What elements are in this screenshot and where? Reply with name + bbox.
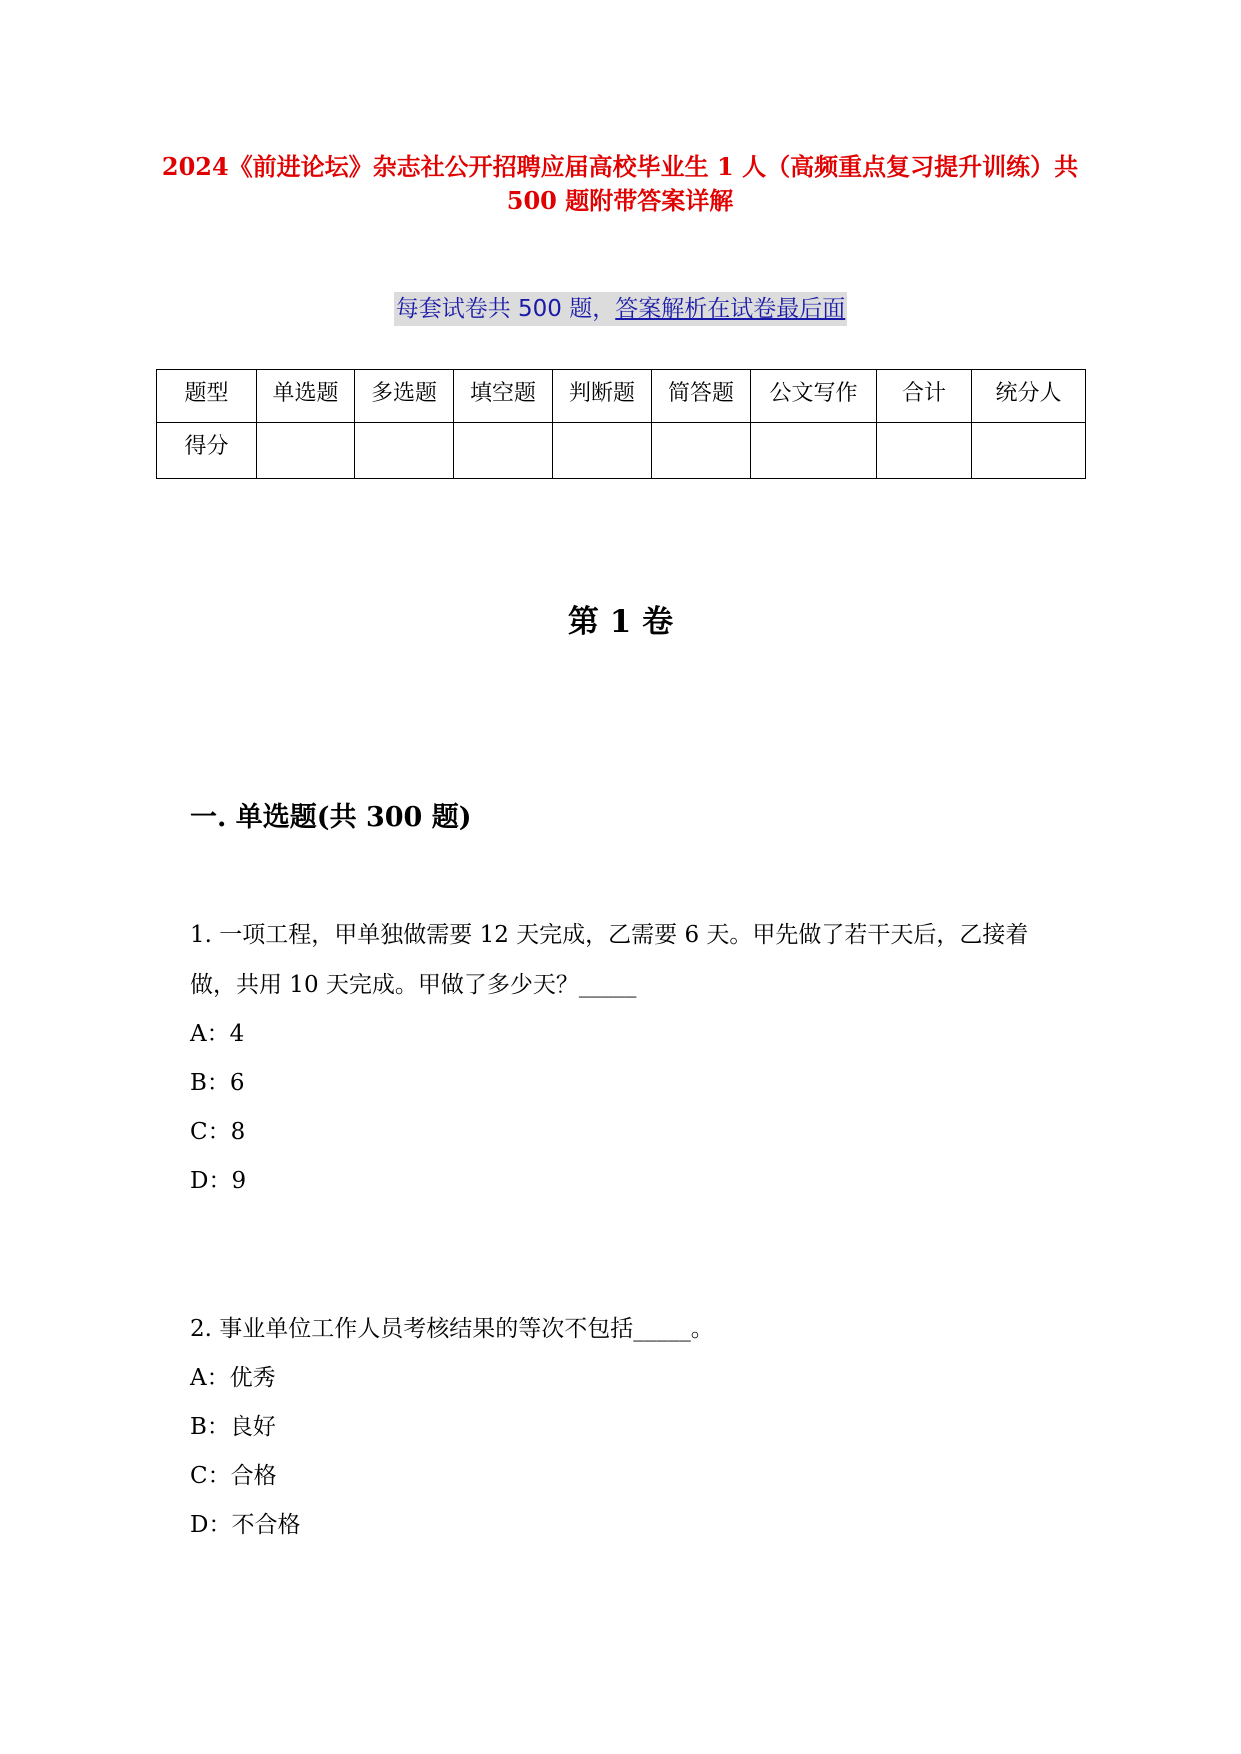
question-stem: 1. 一项工程，甲单独做需要 12 天完成，乙需要 6 天。甲先做了若干天后，乙接着做，共用 10 天完成。甲做了多少天？_____ bbox=[190, 922, 1029, 998]
score-cell-short-answer[interactable] bbox=[652, 423, 751, 479]
header-cell-type: 题型 bbox=[157, 370, 257, 423]
subtitle-banner bbox=[394, 292, 848, 326]
header-cell-true-false: 判断题 bbox=[553, 370, 652, 423]
header-cell-short-answer: 简答题 bbox=[652, 370, 751, 423]
score-cell-multiple-choice[interactable] bbox=[355, 423, 454, 479]
subtitle-text: 每套试卷共 500 题， bbox=[395, 296, 616, 322]
option-d: D：9 bbox=[190, 1168, 247, 1194]
question-2 bbox=[190, 1304, 1070, 1550]
score-cell-total[interactable] bbox=[877, 423, 972, 479]
score-cell-official-writing[interactable] bbox=[751, 423, 877, 479]
score-cell-fill-blank[interactable] bbox=[454, 423, 553, 479]
header-cell-official-writing: 公文写作 bbox=[751, 370, 877, 423]
volume-title: 第 1 卷 bbox=[567, 604, 674, 640]
document-title: 2024《前进论坛》杂志社公开招聘应届高校毕业生 1 人（高频重点复习提升训练）共 500 题附带答案详解 bbox=[161, 152, 1079, 215]
score-cell-single-choice[interactable] bbox=[257, 423, 355, 479]
option-b: B：良好 bbox=[190, 1414, 276, 1440]
option-c: C：合格 bbox=[190, 1463, 277, 1489]
score-cell-true-false[interactable] bbox=[553, 423, 652, 479]
question-1 bbox=[190, 910, 1070, 1206]
score-row-label: 得分 bbox=[157, 423, 257, 479]
option-a: A：优秀 bbox=[190, 1365, 276, 1391]
option-d: D：不合格 bbox=[190, 1512, 301, 1538]
option-b: B：6 bbox=[190, 1070, 245, 1096]
header-cell-scorer: 统分人 bbox=[972, 370, 1086, 423]
score-table-score-row bbox=[157, 423, 1086, 479]
header-cell-multiple-choice: 多选题 bbox=[355, 370, 454, 423]
section-heading: 一. 单选题(共 300 题) bbox=[190, 802, 472, 833]
score-table bbox=[156, 369, 1086, 479]
answer-location-link[interactable]: 答案解析在试卷最后面 bbox=[615, 296, 846, 322]
header-cell-total: 合计 bbox=[877, 370, 972, 423]
subtitle-wrapper bbox=[0, 292, 1241, 326]
score-table-header-row bbox=[157, 370, 1086, 423]
header-cell-single-choice: 单选题 bbox=[257, 370, 355, 423]
score-cell-scorer[interactable] bbox=[972, 423, 1086, 479]
header-cell-fill-blank: 填空题 bbox=[454, 370, 553, 423]
option-c: C：8 bbox=[190, 1119, 246, 1145]
question-stem: 2. 事业单位工作人员考核结果的等次不包括_____。 bbox=[190, 1316, 714, 1342]
option-a: A：4 bbox=[190, 1021, 245, 1047]
